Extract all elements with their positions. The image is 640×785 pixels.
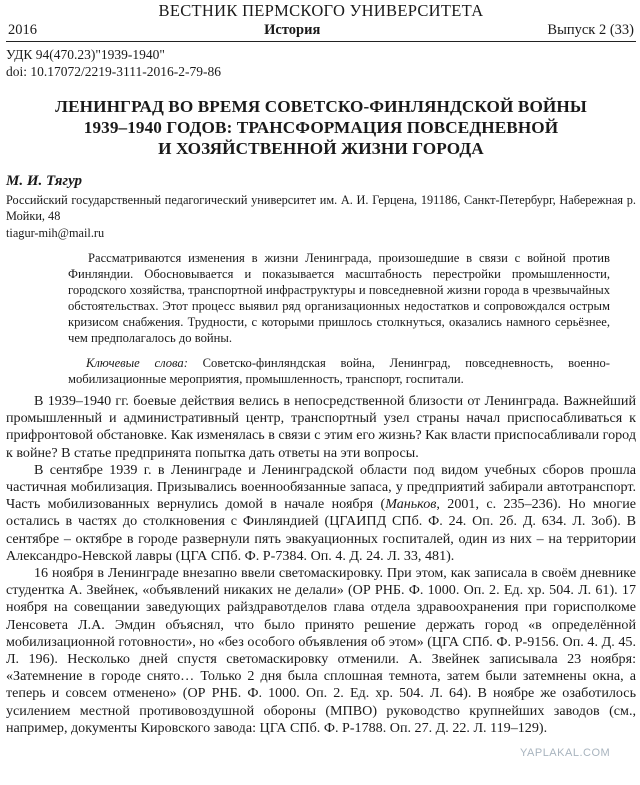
keywords-list: Советско-финляндская война, Ленинград, повседневность, военно-мобилизационные мероприятия, промышленность, транспорт, госпитали.	[68, 356, 610, 386]
article-body	[6, 393, 636, 737]
citation-author: Маньков	[385, 496, 437, 513]
issue-number: Выпуск 2 (33)	[547, 22, 634, 38]
watermark: YAPLAKAL.COM	[520, 747, 611, 759]
author-name: М. И. Тягур	[6, 173, 83, 189]
author-affiliation: Российский государственный педагогический университет им. А. И. Герцена, 191186, Санкт-Петербург, Набережная р. Мойки, 48	[6, 193, 636, 223]
abstract: Рассматриваются изменения в жизни Ленинграда, произошедшие в связи с войной против Финляндии. Обосновывается и показывается масштабность перестройки промышленности, городского хозяйства, транспортной инфраструктуры и повседневной жизни города в чрезвычайных обстоятельствах. Этот процесс выявил ряд организационных недостатков и сопровождался острым кризисом снабжения. Трудности, с которыми пришлось столкнуться, оказались намного серьёзнее, чем предполагалось до войны.	[68, 251, 610, 345]
keywords-label: Ключевые слова:	[86, 356, 188, 370]
paragraph: 16 ноября в Ленинграде внезапно ввели светомаскировку. При этом, как записала в своём дневнике студентка А. Звейнек, «объявлений никаких не делали» (ОР РНБ. Ф. 1000. Оп. 2. Ед. хр. 504. Л. 61). 17 ноября на совещании заведующих райздравотделов глава отдела здравоохранения при горисполкоме Ленсовета Л.А. Эмдин объяснял, что было принято решение держать город «в определённой мобилизационной готовности», но «без особого объявления об этом» (ЦГА СПб. Ф. Р-9156. Оп. 4. Д. 45. Л. 196). Несколько дней спустя светомаскировку отменили. А. Звейнек записывала 23 ноября: «Затемнение в городе снято… Только 2 дня была сплошная темнота, затем были затемнены окна, а теперь и совсем отменено» (ОР РНБ. Ф. 1000. Оп. 2. Ед. хр. 504. Л. 64). В ноябре же озаботилось усилением местной противовоздушной обороны (МПВО) руководство крупнейших заводов (см., например, документы Кировского завода: ЦГА СПб. Ф. Р-1788. Оп. 27. Д. 22. Л. 119–129).	[6, 565, 636, 736]
title-line: 1939–1940 ГОДОВ: ТРАНСФОРМАЦИЯ ПОВСЕДНЕВНОЙ	[83, 118, 559, 137]
issue-line	[6, 21, 636, 42]
udc-code: УДК 94(470.23)"1939-1940"	[6, 47, 165, 62]
title-line: ЛЕНИНГРАД ВО ВРЕМЯ СОВЕТСКО-ФИНЛЯНДСКОЙ ВОЙНЫ	[55, 97, 587, 116]
paragraph-text: В сентябре 1939 г. в Ленинграде и Ленинградской области под видом учебных сборов прошла частичная мобилизация. Призывались военнообязанные запаса, у предприятий забирали автотранспорт. Часть мобилизованных вернулись домой в начале ноября (	[6, 461, 636, 513]
author-email: tiagur-mih@mail.ru	[6, 226, 105, 240]
title-line: И ХОЗЯЙСТВЕННОЙ ЖИЗНИ ГОРОДА	[158, 139, 484, 158]
paragraph: В 1939–1940 гг. боевые действия велись в непосредственной близости от Ленинграда. Важнейший промышленный и административный центр, транспортный узел страны начал приспосабливаться к прифронтовой обстановке. Как изменялась в связи с этим его жизнь? Как власти приспосабливали город к войне? В статье предпринята попытка дать ответы на эти вопросы.	[6, 393, 636, 461]
paragraph	[6, 462, 636, 565]
keywords	[68, 355, 610, 387]
issue-section: История	[264, 22, 321, 38]
doi: doi: 10.17072/2219-3111-2016-2-79-86	[6, 64, 221, 79]
journal-title: ВЕСТНИК ПЕРМСКОГО УНИВЕРСИТЕТА	[158, 1, 484, 20]
article-title	[12, 96, 630, 159]
article-meta	[6, 46, 636, 80]
paragraph-text: , 2001, с. 235–236). Но многие остались в частях до столкновения с Финляндией (ЦГАИПД СПб. Ф. 24. Оп. 2б. Д. 634. Л. 3об). В сентябре – октябре в городе развернули пять эвакуационных госпиталей, один из них – на территории Александро-Невской лавры (ЦГА СПб. Ф. Р-7384. Оп. 4. Д. 24. Л. 33, 481).	[6, 496, 636, 564]
issue-year: 2016	[8, 22, 37, 38]
